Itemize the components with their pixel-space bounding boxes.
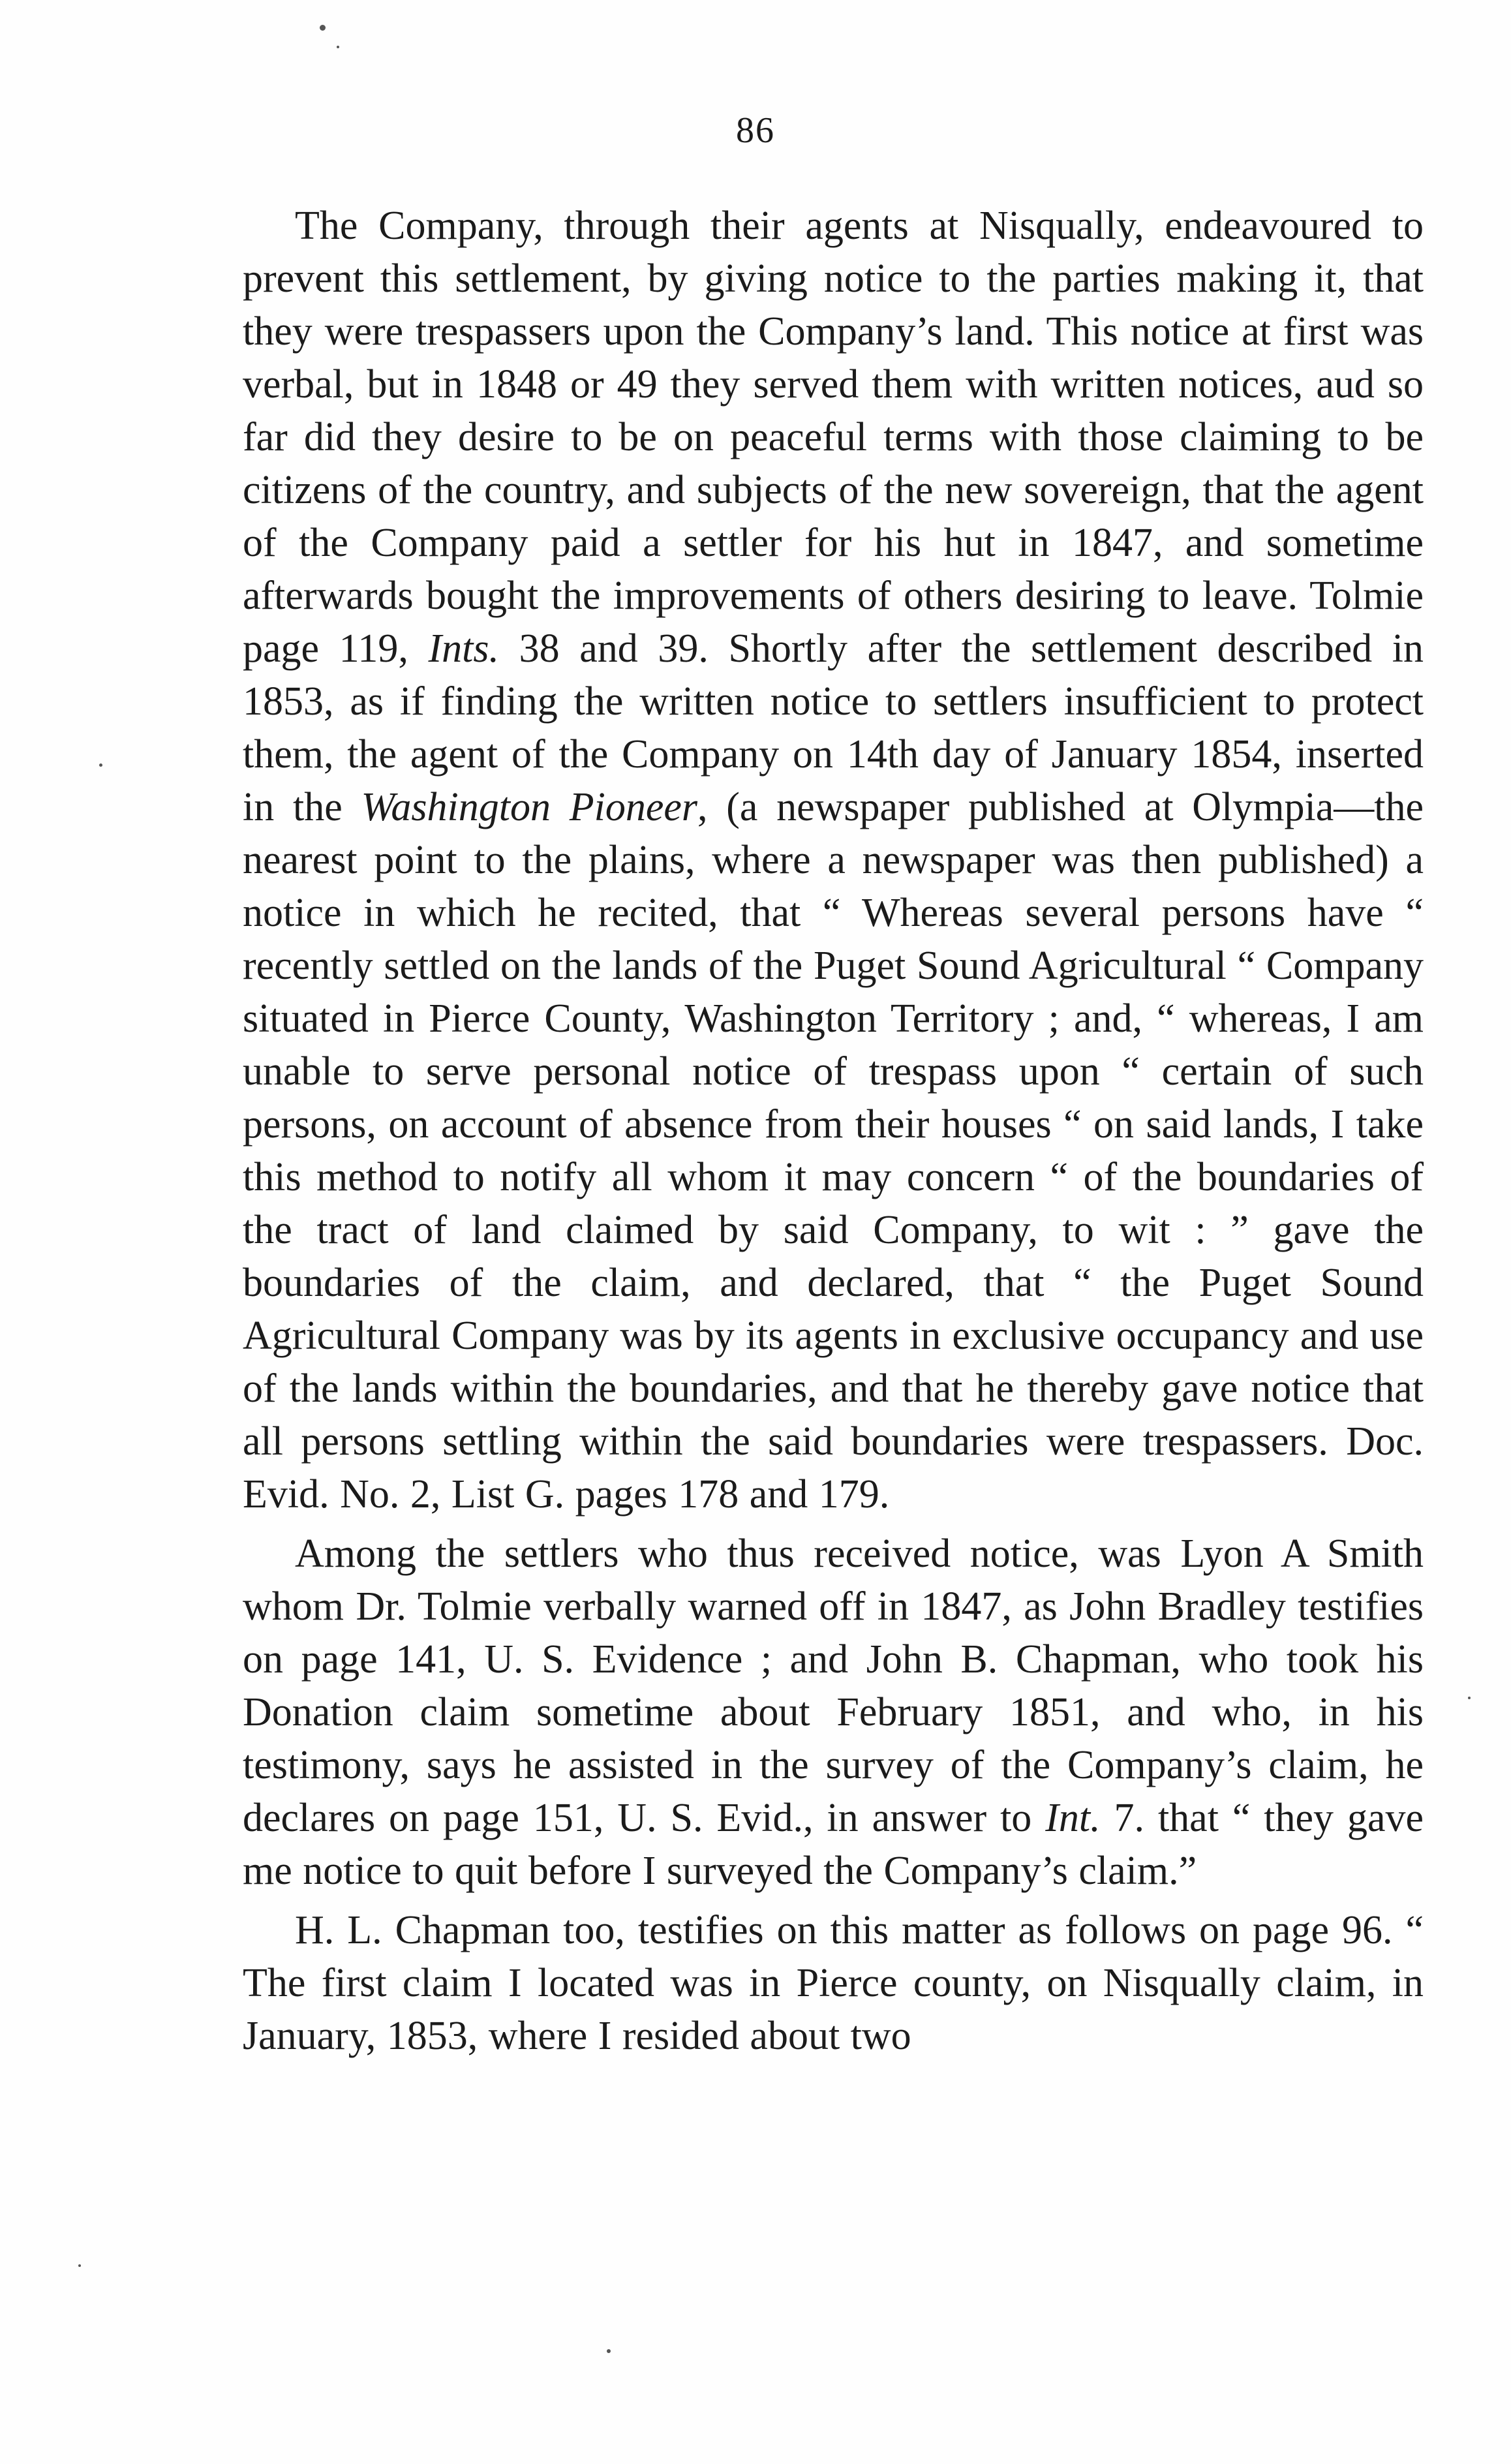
text-run: Among the settlers who thus received notice, was Lyon A Smith whom Dr. Tolmie verbally warned off in 1847, as John Bradley testifies on page 141, U. S. Evidence ; and John B. Chapman, who took his Donation claim sometime about February 1851, and who, in his testimony, says he assisted in the survey of the Company’s claim, he declares on page 151, U. S. Evid., in answer to bbox=[243, 1532, 1424, 1840]
scan-speck bbox=[607, 2349, 611, 2353]
newspaper-title: Washington Pioneer bbox=[361, 785, 697, 829]
paragraph bbox=[243, 1904, 1424, 2063]
body-text bbox=[243, 200, 1424, 2063]
scan-speck bbox=[99, 763, 102, 767]
scan-speck bbox=[337, 46, 339, 48]
paragraph bbox=[243, 200, 1424, 1521]
italic-abbreviation: Ints. bbox=[428, 626, 499, 671]
text-run: H. L. Chapman too, testifies on this matter as follows on page 96. “ The first claim I located was in Pierce county, on Nisqually claim, in January, 1853, where I resided about two bbox=[243, 1908, 1424, 2058]
scan-speck bbox=[78, 2264, 81, 2267]
scan-speck bbox=[1468, 1697, 1471, 1699]
text-run: The Company, through their agents at Nisqually, endeavoured to prevent this settlement, by giving notice to the parties making it, that they were trespassers upon the Company’s land. This notice at first was verbal, but in 1848 or 49 they served them with written notices, aud so far did they desire to be on peaceful terms with those claiming to be citizens of the country, and subjects of the new sovereign, that the agent of the Company paid a settler for his hut in 1847, and sometime afterwards bought the improvements of others desiring to leave. Tolmie page 119, bbox=[243, 204, 1424, 671]
text-run: , (a newspaper published at Olympia—the nearest point to the plains, where a newspaper was then published) a notice in which he recited, that “ Whereas several persons have “ recently settled on the lands of the Puget Sound Agricultural “ Company situated in Pierce County, Washington Territory ; and, “ whereas, I am unable to serve personal notice of trespass upon “ certain of such persons, on account of absence from their houses “ on said lands, I take this method to notify all whom it may concern “ of the boundaries of the tract of land claimed by said Company, to wit : ” gave the boundaries of the claim, and declared, that “ the Puget Sound Agricultural Company was by its agents in exclusive occupancy and use of the lands within the boundaries, and that he thereby gave notice that all persons settling within the said boundaries were trespassers. Doc. Evid. No. 2, List G. pages 178 and 179. bbox=[243, 785, 1424, 1517]
scan-speck bbox=[320, 25, 326, 31]
text-run: 38 and 39. Shortly after the settlement described in 1853, as if finding the written notice to settlers insufficient to protect them, the agent of the Company on 14th day of January 1854, inserted in the bbox=[243, 626, 1424, 829]
italic-abbreviation: Int. bbox=[1045, 1796, 1101, 1840]
paragraph bbox=[243, 1528, 1424, 1898]
page-number: 86 bbox=[736, 110, 775, 151]
text-run: 7. that “ they gave me notice to quit before I surveyed the Company’s claim.” bbox=[243, 1796, 1424, 1893]
